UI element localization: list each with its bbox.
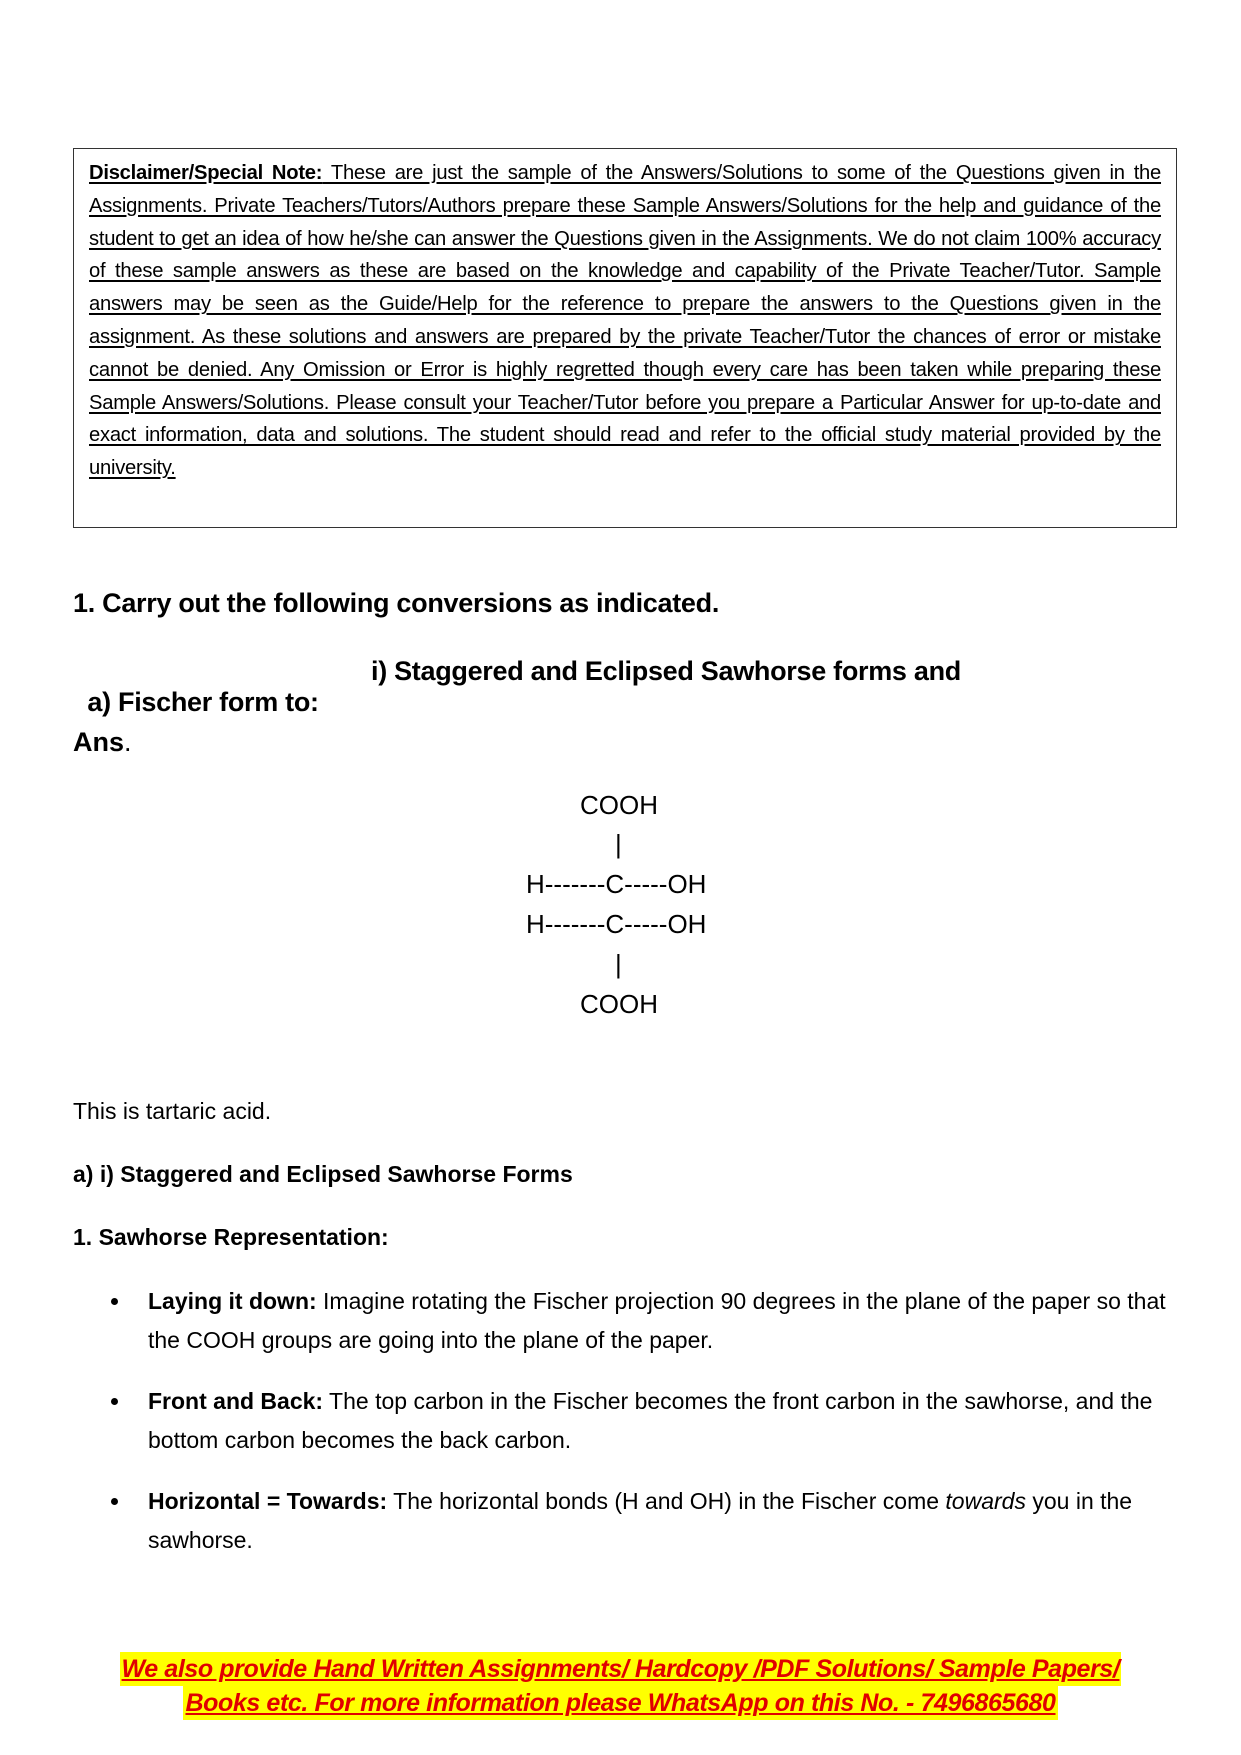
bullet-text: The top carbon in the Fischer becomes the front carbon in the sawhorse, and the bottom carbon becomes the back carbon.	[148, 1388, 1153, 1453]
fischer-projection	[480, 790, 780, 1040]
subsection-heading: 1. Sawhorse Representation:	[73, 1224, 389, 1250]
fischer-cooh-bottom: COOH	[580, 989, 658, 1019]
question-title: 1. Carry out the following conversions as indicated.	[73, 588, 720, 618]
bullet-icon	[111, 1398, 118, 1405]
fischer-cooh-top: COOH	[580, 790, 658, 820]
bullet-text: The horizontal bonds (H and OH) in the Fischer come	[387, 1488, 946, 1514]
list-item	[73, 1282, 1173, 1360]
list-item	[73, 1382, 1173, 1460]
answer-label-suffix: .	[124, 727, 132, 757]
disclaimer-label: Disclaimer/Special Note:	[89, 162, 323, 184]
fischer-row-carbon-1	[480, 869, 780, 909]
fischer-carbon-1: H-------C-----OH	[526, 869, 707, 899]
promo-line-2: Books etc. For more information please WhatsApp on this No. - 7496865680	[183, 1686, 1057, 1720]
section-heading: a) i) Staggered and Eclipsed Sawhorse Forms	[73, 1161, 573, 1187]
disclaimer-body: These are just the sample of the Answers/Solutions to some of the Questions given in the Assignments. Private Teachers/Tutors/Authors prepare these Sample Answers/Solutions for the help and guidance of the student to get an idea of how he/she can answer the Questions given in the Assignments. We do not claim 100% accuracy of these sample answers as these are based on the knowledge and capability of the Private Teacher/Tutor. Sample answers may be seen as the Guide/Help for the reference to prepare the answers to the Questions given in the assignment. As these solutions and answers are prepared by the private Teacher/Tutor the chances of error or mistake cannot be denied. Any Omission or Error is highly regretted though every care has been taken while preparing these Sample Answers/Solutions. Please consult your Teacher/Tutor before you prepare a Particular Answer for up-to-date and exact information, data and solutions. The student should read and refer to the official study material provided by the university.	[89, 162, 1162, 480]
promo-line-1: We also provide Hand Written Assignments/ Hardcopy /PDF Solutions/ Sample Papers/	[120, 1652, 1122, 1686]
disclaimer-box	[73, 148, 1177, 528]
list-item	[73, 1482, 1173, 1560]
answer-label-text: Ans	[73, 727, 125, 757]
disclaimer-text	[89, 157, 1161, 485]
bullet-emphasis: towards	[945, 1488, 1026, 1514]
question-subpart-label: a) Fischer form to:	[87, 687, 319, 717]
bullet-title: Horizontal = Towards:	[148, 1488, 388, 1514]
promo-footer	[0, 1652, 1241, 1720]
sawhorse-steps-list	[73, 1282, 1173, 1582]
fischer-row-top-group	[480, 790, 780, 830]
tartaric-acid-note: This is tartaric acid.	[73, 1098, 272, 1124]
fischer-vertical-bond: |	[615, 949, 622, 979]
bullet-text: Imagine rotating the Fischer projection 90 degrees in the plane of the paper so that the COOH groups are going into the plane of the paper.	[148, 1288, 1166, 1353]
fischer-vertical-bond: |	[615, 829, 622, 859]
fischer-row-bond-bottom	[480, 949, 780, 989]
bullet-icon	[111, 1298, 118, 1305]
fischer-row-carbon-2	[480, 909, 780, 949]
bullet-icon	[111, 1498, 118, 1505]
fischer-row-bottom-group	[480, 989, 780, 1029]
question-subpart-task: i) Staggered and Eclipsed Sawhorse forms and	[371, 656, 961, 686]
bullet-text-tail: you in the sawhorse.	[148, 1488, 1133, 1553]
fischer-carbon-2: H-------C-----OH	[526, 909, 707, 939]
fischer-row-bond-top	[480, 829, 780, 869]
answer-label	[73, 727, 132, 758]
bullet-title: Laying it down:	[148, 1288, 317, 1314]
bullet-title: Front and Back:	[148, 1388, 324, 1414]
